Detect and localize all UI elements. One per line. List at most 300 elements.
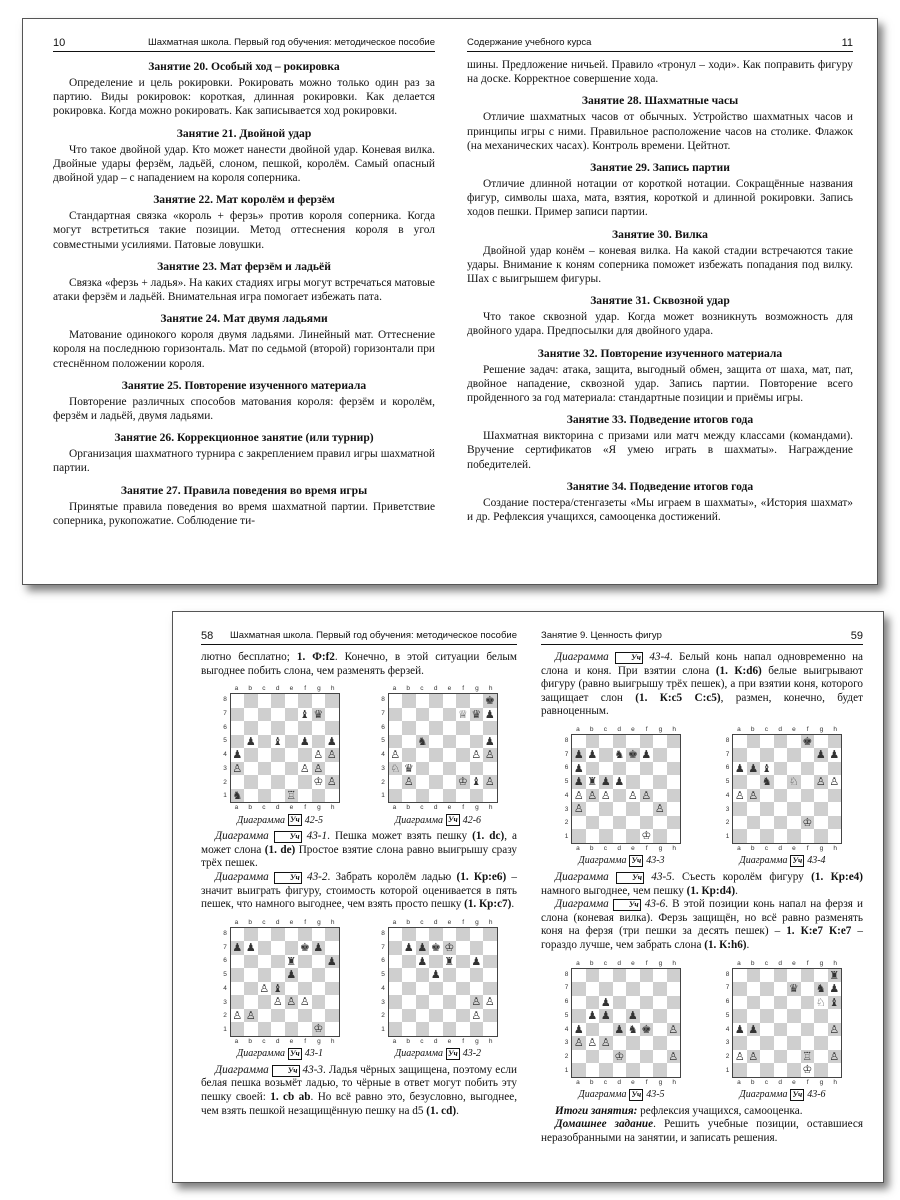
board-frame <box>221 918 340 1046</box>
piece-c4: ♙ <box>259 981 270 995</box>
square-g8 <box>653 969 667 983</box>
piece-e5: ♟ <box>286 968 297 982</box>
file-label: d <box>617 959 621 967</box>
square-e1 <box>443 789 457 803</box>
square-g8 <box>814 969 828 983</box>
piece-h5: ♟ <box>484 734 495 748</box>
piece-d3: ♙ <box>272 995 283 1009</box>
square-h2 <box>667 816 681 830</box>
file-label: a <box>234 685 239 693</box>
square-b1 <box>402 789 416 803</box>
piece-c5: ♞ <box>761 775 772 789</box>
text-run: . Пешка может взять пешку <box>327 830 473 843</box>
piece-a5: ♟ <box>573 775 584 789</box>
square-d7 <box>271 708 285 722</box>
square-a3 <box>733 1036 747 1050</box>
file-label: e <box>289 804 294 812</box>
textbook-icon: Уч <box>447 815 458 825</box>
diagram-comment <box>541 871 863 898</box>
square-h1 <box>828 829 842 843</box>
square-d8 <box>429 694 443 708</box>
file-label: f <box>304 1037 307 1045</box>
square-a2 <box>389 1009 403 1023</box>
square-b8 <box>586 735 600 749</box>
rank-label: 5 <box>381 971 385 978</box>
text-run: . <box>746 938 750 951</box>
square-b1 <box>244 789 258 803</box>
file-label: a <box>392 918 397 926</box>
file-labels <box>388 803 498 812</box>
piece-a7: ♟ <box>573 748 584 762</box>
textbook-icon: Уч <box>792 855 803 865</box>
corner <box>221 803 230 812</box>
square-d1 <box>429 789 443 803</box>
text-run: намного выгоднее, чем пешку <box>541 884 687 897</box>
square-a3 <box>733 802 747 816</box>
piece-e4: ♞ <box>627 1022 638 1036</box>
square-e6 <box>787 996 801 1010</box>
piece-a4: ♙ <box>573 788 584 802</box>
file-label: c <box>764 725 768 733</box>
square-e5 <box>787 1009 801 1023</box>
rank-label: 6 <box>564 998 569 1006</box>
spread-bottom <box>172 611 884 1183</box>
square-e2 <box>285 1009 299 1023</box>
square-a7 <box>389 708 403 722</box>
file-label: h <box>330 804 335 812</box>
square-e4 <box>285 982 299 996</box>
file-label: h <box>833 959 837 967</box>
rank-label: 4 <box>223 984 227 992</box>
square-a5 <box>733 775 747 789</box>
diagram-row <box>201 684 517 826</box>
square-f6 <box>298 955 312 969</box>
move-notation: (1. Кр:e4) <box>811 870 863 883</box>
caption-word: Диаграмма <box>578 1089 627 1101</box>
square-f5 <box>801 1009 815 1023</box>
square-h7 <box>325 941 339 955</box>
piece-f5: ♟ <box>299 734 310 748</box>
square-a5 <box>389 735 403 749</box>
square-b5 <box>402 968 416 982</box>
square-h6 <box>483 955 497 969</box>
rank-label: 5 <box>381 737 385 745</box>
square-h8 <box>325 694 339 708</box>
square-h8 <box>828 735 842 749</box>
square-a8 <box>572 735 586 749</box>
file-label: h <box>833 844 837 852</box>
square-f3 <box>456 762 470 776</box>
move-notation: (1. Кр:c7) <box>464 898 512 911</box>
square-b3 <box>402 995 416 1009</box>
square-f7 <box>456 941 470 955</box>
piece-c5: ♞ <box>417 734 428 748</box>
rank-label: 7 <box>725 750 730 758</box>
lesson-text: Отличие шахматных часов от обычных. Устройство шахматных часов и принципы игры с ними. Правильное расположение часов на столике. Флажок (на механических часах). Контроль времени. Цейтнот. <box>467 111 853 152</box>
file-label: b <box>406 804 410 812</box>
piece-f2: ♖ <box>802 1049 813 1063</box>
square-b8 <box>747 735 761 749</box>
text-run: . Белый конь напал одновременно на слона и коня. При взятии слона <box>541 651 864 677</box>
square-c7 <box>258 708 272 722</box>
lesson-text: Шахматная викторина с призами или матч между классами (командами). Вручение сертификатов «Я умею играть в шахматы». Награждение победителей. <box>467 430 853 471</box>
piece-g4: ♙ <box>471 748 482 762</box>
file-label: f <box>462 1037 465 1045</box>
square-d6 <box>429 721 443 735</box>
rank-label: 6 <box>725 998 730 1006</box>
square-e7 <box>285 708 299 722</box>
square-b7 <box>747 748 761 762</box>
square-d6 <box>774 996 788 1010</box>
lesson-text: Принятые правила поведения во время шахматной партии. Приветствие соперника, рукопожатие. Соблюдение ти- <box>53 500 435 527</box>
file-label: f <box>462 918 465 926</box>
square-h2 <box>828 816 842 830</box>
file-label: d <box>778 1078 782 1086</box>
diagram-row <box>541 959 863 1101</box>
piece-e7: ♔ <box>444 941 455 955</box>
board-frame <box>562 959 681 1087</box>
caption-word: Диаграмма <box>739 1089 788 1101</box>
square-c7 <box>760 748 774 762</box>
square-a5 <box>733 1009 747 1023</box>
rank-label: 8 <box>564 970 569 978</box>
running-head <box>467 37 853 52</box>
square-e2 <box>787 1050 801 1064</box>
rank-label: 1 <box>223 1026 227 1033</box>
diagram-comment <box>201 1064 517 1118</box>
square-d3 <box>774 1036 788 1050</box>
move-notation: (1. К:c5 С:c5) <box>635 691 721 704</box>
square-b6 <box>402 721 416 735</box>
corner <box>221 918 230 927</box>
square-a1 <box>231 1022 245 1036</box>
corner <box>562 1078 571 1087</box>
rank-label: 3 <box>381 998 385 1006</box>
square-d2 <box>774 816 788 830</box>
file-label: h <box>330 1037 335 1045</box>
square-a6 <box>389 721 403 735</box>
square-a1 <box>733 1063 747 1077</box>
piece-e4: ♙ <box>627 788 638 802</box>
square-a8 <box>733 735 747 749</box>
file-labels <box>732 725 842 734</box>
square-g5 <box>653 1009 667 1023</box>
rank-label: 5 <box>564 1011 569 1019</box>
square-f1 <box>801 829 815 843</box>
text-run: . В этой позиции конь напал на ферзя и слона (коневая вилка). Ферзь защищён, но всё равно разменять коня на ферзя (три пешки за десять пешек) – <box>541 898 863 938</box>
caption-number: 42-6 <box>462 814 482 826</box>
textbook-icon: Уч <box>616 872 644 884</box>
piece-a3: ♘ <box>390 761 401 775</box>
square-h6 <box>667 762 681 776</box>
square-h4 <box>667 789 681 803</box>
file-label: g <box>658 725 663 733</box>
diagram-comment <box>541 898 863 952</box>
chess-diagram <box>221 684 340 826</box>
file-labels <box>732 844 842 853</box>
file-label: b <box>750 1078 755 1086</box>
lesson-heading: Занятие 33. Подведение итогов года <box>566 413 754 427</box>
board-frame <box>379 918 498 1046</box>
square-c5 <box>258 968 272 982</box>
square-h1 <box>828 1063 842 1077</box>
square-b1 <box>747 829 761 843</box>
rank-labels <box>379 693 388 803</box>
square-b1 <box>586 829 600 843</box>
square-g2 <box>814 816 828 830</box>
square-f5 <box>456 968 470 982</box>
lesson-list-right <box>467 58 853 524</box>
square-h3 <box>325 995 339 1009</box>
chess-board <box>571 734 681 844</box>
square-g1 <box>653 829 667 843</box>
lesson-heading: Занятие 20. Особый ход – рокировка <box>148 60 340 73</box>
corner <box>562 725 571 734</box>
square-g7 <box>470 941 484 955</box>
square-a5 <box>389 968 403 982</box>
page-number: 11 <box>841 37 853 49</box>
square-g4 <box>814 1023 828 1037</box>
chess-diagram <box>379 684 498 826</box>
chess-diagram <box>562 725 681 867</box>
square-b8 <box>244 928 258 942</box>
corner <box>723 844 732 853</box>
rank-label: 3 <box>223 764 227 772</box>
caption-number: 43-5 <box>646 1089 665 1101</box>
square-e2 <box>626 1050 640 1064</box>
square-d4 <box>271 748 285 762</box>
rank-label: 7 <box>564 750 569 758</box>
textbook-icon: Уч <box>613 899 641 911</box>
square-f8 <box>456 928 470 942</box>
rank-label: 5 <box>223 971 227 978</box>
square-e8 <box>285 694 299 708</box>
diagram-ref: 43-3 <box>302 1063 324 1076</box>
square-h3 <box>828 802 842 816</box>
square-e1 <box>787 1063 801 1077</box>
piece-b2: ♙ <box>403 775 414 789</box>
piece-f7: ♕ <box>457 707 468 721</box>
piece-g7: ♞ <box>815 982 826 996</box>
move-notation: (1. dc) <box>472 830 505 843</box>
text-run: . <box>735 884 738 897</box>
piece-g4: ♙ <box>313 748 324 762</box>
rank-label: 3 <box>564 1039 569 1047</box>
square-d2 <box>271 1009 285 1023</box>
file-label: e <box>631 725 635 733</box>
square-c7 <box>258 941 272 955</box>
page-header-title: Содержание учебного курса <box>467 37 592 48</box>
square-e3 <box>285 762 299 776</box>
page-header-title: Занятие 9. Ценность фигур <box>541 630 662 641</box>
square-d2 <box>271 775 285 789</box>
rank-label: 4 <box>381 751 385 759</box>
file-label: e <box>631 844 635 852</box>
textbook-icon: Уч <box>615 652 643 664</box>
file-label: a <box>392 804 397 812</box>
square-c8 <box>599 969 613 983</box>
file-label: e <box>447 685 452 693</box>
square-d7 <box>271 941 285 955</box>
file-label: d <box>275 1037 280 1045</box>
file-label: b <box>248 804 252 812</box>
file-label: g <box>658 959 663 967</box>
chess-board <box>388 927 498 1037</box>
square-h1 <box>483 1022 497 1036</box>
square-d2 <box>774 1050 788 1064</box>
square-a1 <box>572 1063 586 1077</box>
square-c7 <box>760 982 774 996</box>
file-label: d <box>275 685 280 693</box>
square-c8 <box>416 694 430 708</box>
rank-label: 7 <box>725 984 730 992</box>
square-f6 <box>640 762 654 776</box>
square-d4 <box>613 789 627 803</box>
square-c8 <box>760 735 774 749</box>
file-labels <box>571 1078 681 1087</box>
piece-g2: ♙ <box>471 1008 482 1022</box>
file-label: b <box>248 685 252 693</box>
rank-label: 4 <box>564 1025 569 1033</box>
piece-h6: ♝ <box>829 995 840 1009</box>
square-b5 <box>747 1009 761 1023</box>
square-e7 <box>285 941 299 955</box>
corner <box>562 959 571 968</box>
rank-label: 2 <box>564 1053 569 1061</box>
square-a7 <box>572 982 586 996</box>
square-f3 <box>801 1036 815 1050</box>
piece-g2: ♔ <box>313 775 324 789</box>
square-d6 <box>429 955 443 969</box>
square-g1 <box>312 789 326 803</box>
diagram-caption <box>237 814 323 826</box>
lesson-heading: Занятие 34. Подведение итогов года <box>566 479 754 493</box>
text-run: . <box>511 898 515 911</box>
square-b7 <box>402 708 416 722</box>
square-c4 <box>258 748 272 762</box>
file-label: c <box>262 1037 266 1045</box>
square-b3 <box>244 762 258 776</box>
square-h7 <box>667 982 681 996</box>
square-d8 <box>271 694 285 708</box>
file-label: e <box>447 918 452 926</box>
square-d7 <box>429 708 443 722</box>
square-e3 <box>626 1036 640 1050</box>
square-d8 <box>613 735 627 749</box>
piece-f3: ♙ <box>299 995 310 1009</box>
move-notation: (1. Кр:e6) <box>456 870 507 883</box>
piece-h4: ♙ <box>484 748 495 762</box>
square-e8 <box>787 735 801 749</box>
text-run: , размен, конечно, будет равноценным. <box>541 691 863 718</box>
file-label: f <box>304 804 307 812</box>
piece-g2: ♝ <box>471 775 482 789</box>
square-f5 <box>298 968 312 982</box>
file-label: d <box>617 725 621 733</box>
square-g1 <box>653 1063 667 1077</box>
square-f6 <box>640 996 654 1010</box>
textbook-icon: Уч <box>289 815 300 825</box>
text-run: , а может слона <box>201 830 518 856</box>
file-label: g <box>475 918 479 926</box>
square-b4 <box>402 748 416 762</box>
square-f4 <box>298 748 312 762</box>
page-header-title: Шахматная школа. Первый год обучения: методическое пособие <box>148 37 435 48</box>
textbook-icon: Уч <box>272 1065 300 1077</box>
square-a6 <box>733 996 747 1010</box>
square-g2 <box>653 1050 667 1064</box>
square-g6 <box>653 762 667 776</box>
square-e4 <box>443 982 457 996</box>
rank-label: 2 <box>381 778 385 786</box>
square-c4 <box>760 789 774 803</box>
textbook-icon: Уч <box>631 1089 642 1099</box>
square-f3 <box>456 995 470 1009</box>
file-label: d <box>275 918 280 926</box>
file-label: d <box>433 1037 438 1045</box>
file-label: b <box>406 1037 410 1045</box>
square-c8 <box>416 928 430 942</box>
square-d4 <box>429 982 443 996</box>
lesson-text: Решение задач: атака, защита, выгодный обмен, защита от шаха, мат, пат, двойное нападение, сквозной удар. Запись партии. Повторение всего пройденного за год материала: стандартные позиции и приёмы игры. <box>467 363 853 405</box>
piece-h3: ♙ <box>484 995 495 1009</box>
square-g3 <box>470 762 484 776</box>
rank-label: 8 <box>725 970 730 978</box>
rank-labels <box>723 968 732 1078</box>
square-b8 <box>244 694 258 708</box>
piece-h4: ♙ <box>829 1022 840 1036</box>
piece-c7: ♟ <box>417 941 428 955</box>
piece-b4: ♙ <box>748 788 759 802</box>
square-g8 <box>653 735 667 749</box>
file-label: h <box>330 918 335 926</box>
file-label: g <box>475 804 479 812</box>
textbook-icon: Уч <box>631 855 642 865</box>
square-a2 <box>572 816 586 830</box>
text-run: . Но всё равно это, безусловно, выгоднее, чем взять пешкой незащищённую пешку на d5 <box>201 1090 517 1117</box>
board-frame <box>562 725 681 853</box>
square-c4 <box>599 1023 613 1037</box>
square-c4 <box>760 1023 774 1037</box>
rank-label: 3 <box>725 805 730 813</box>
text-run: . <box>456 1104 459 1117</box>
square-d8 <box>774 735 788 749</box>
lesson-heading: Занятие 26. Коррекционное занятие (или турнир) <box>114 431 374 445</box>
square-c3 <box>760 802 774 816</box>
square-f8 <box>640 969 654 983</box>
square-c1 <box>599 829 613 843</box>
square-a2 <box>733 816 747 830</box>
diagram-row <box>541 725 863 867</box>
move-notation: (1. К:d6) <box>715 664 762 677</box>
file-label: b <box>406 685 410 693</box>
square-d1 <box>271 789 285 803</box>
rank-label: 6 <box>725 764 730 772</box>
file-label: f <box>462 685 465 693</box>
rank-label: 5 <box>725 778 730 786</box>
file-labels <box>732 1078 842 1087</box>
square-g2 <box>312 1009 326 1023</box>
square-d8 <box>271 928 285 942</box>
square-b8 <box>402 928 416 942</box>
square-a6 <box>231 721 245 735</box>
square-b6 <box>586 996 600 1010</box>
rank-label: 3 <box>381 764 385 772</box>
file-label: a <box>392 685 397 693</box>
square-a8 <box>572 969 586 983</box>
square-e2 <box>285 775 299 789</box>
square-d8 <box>613 969 627 983</box>
